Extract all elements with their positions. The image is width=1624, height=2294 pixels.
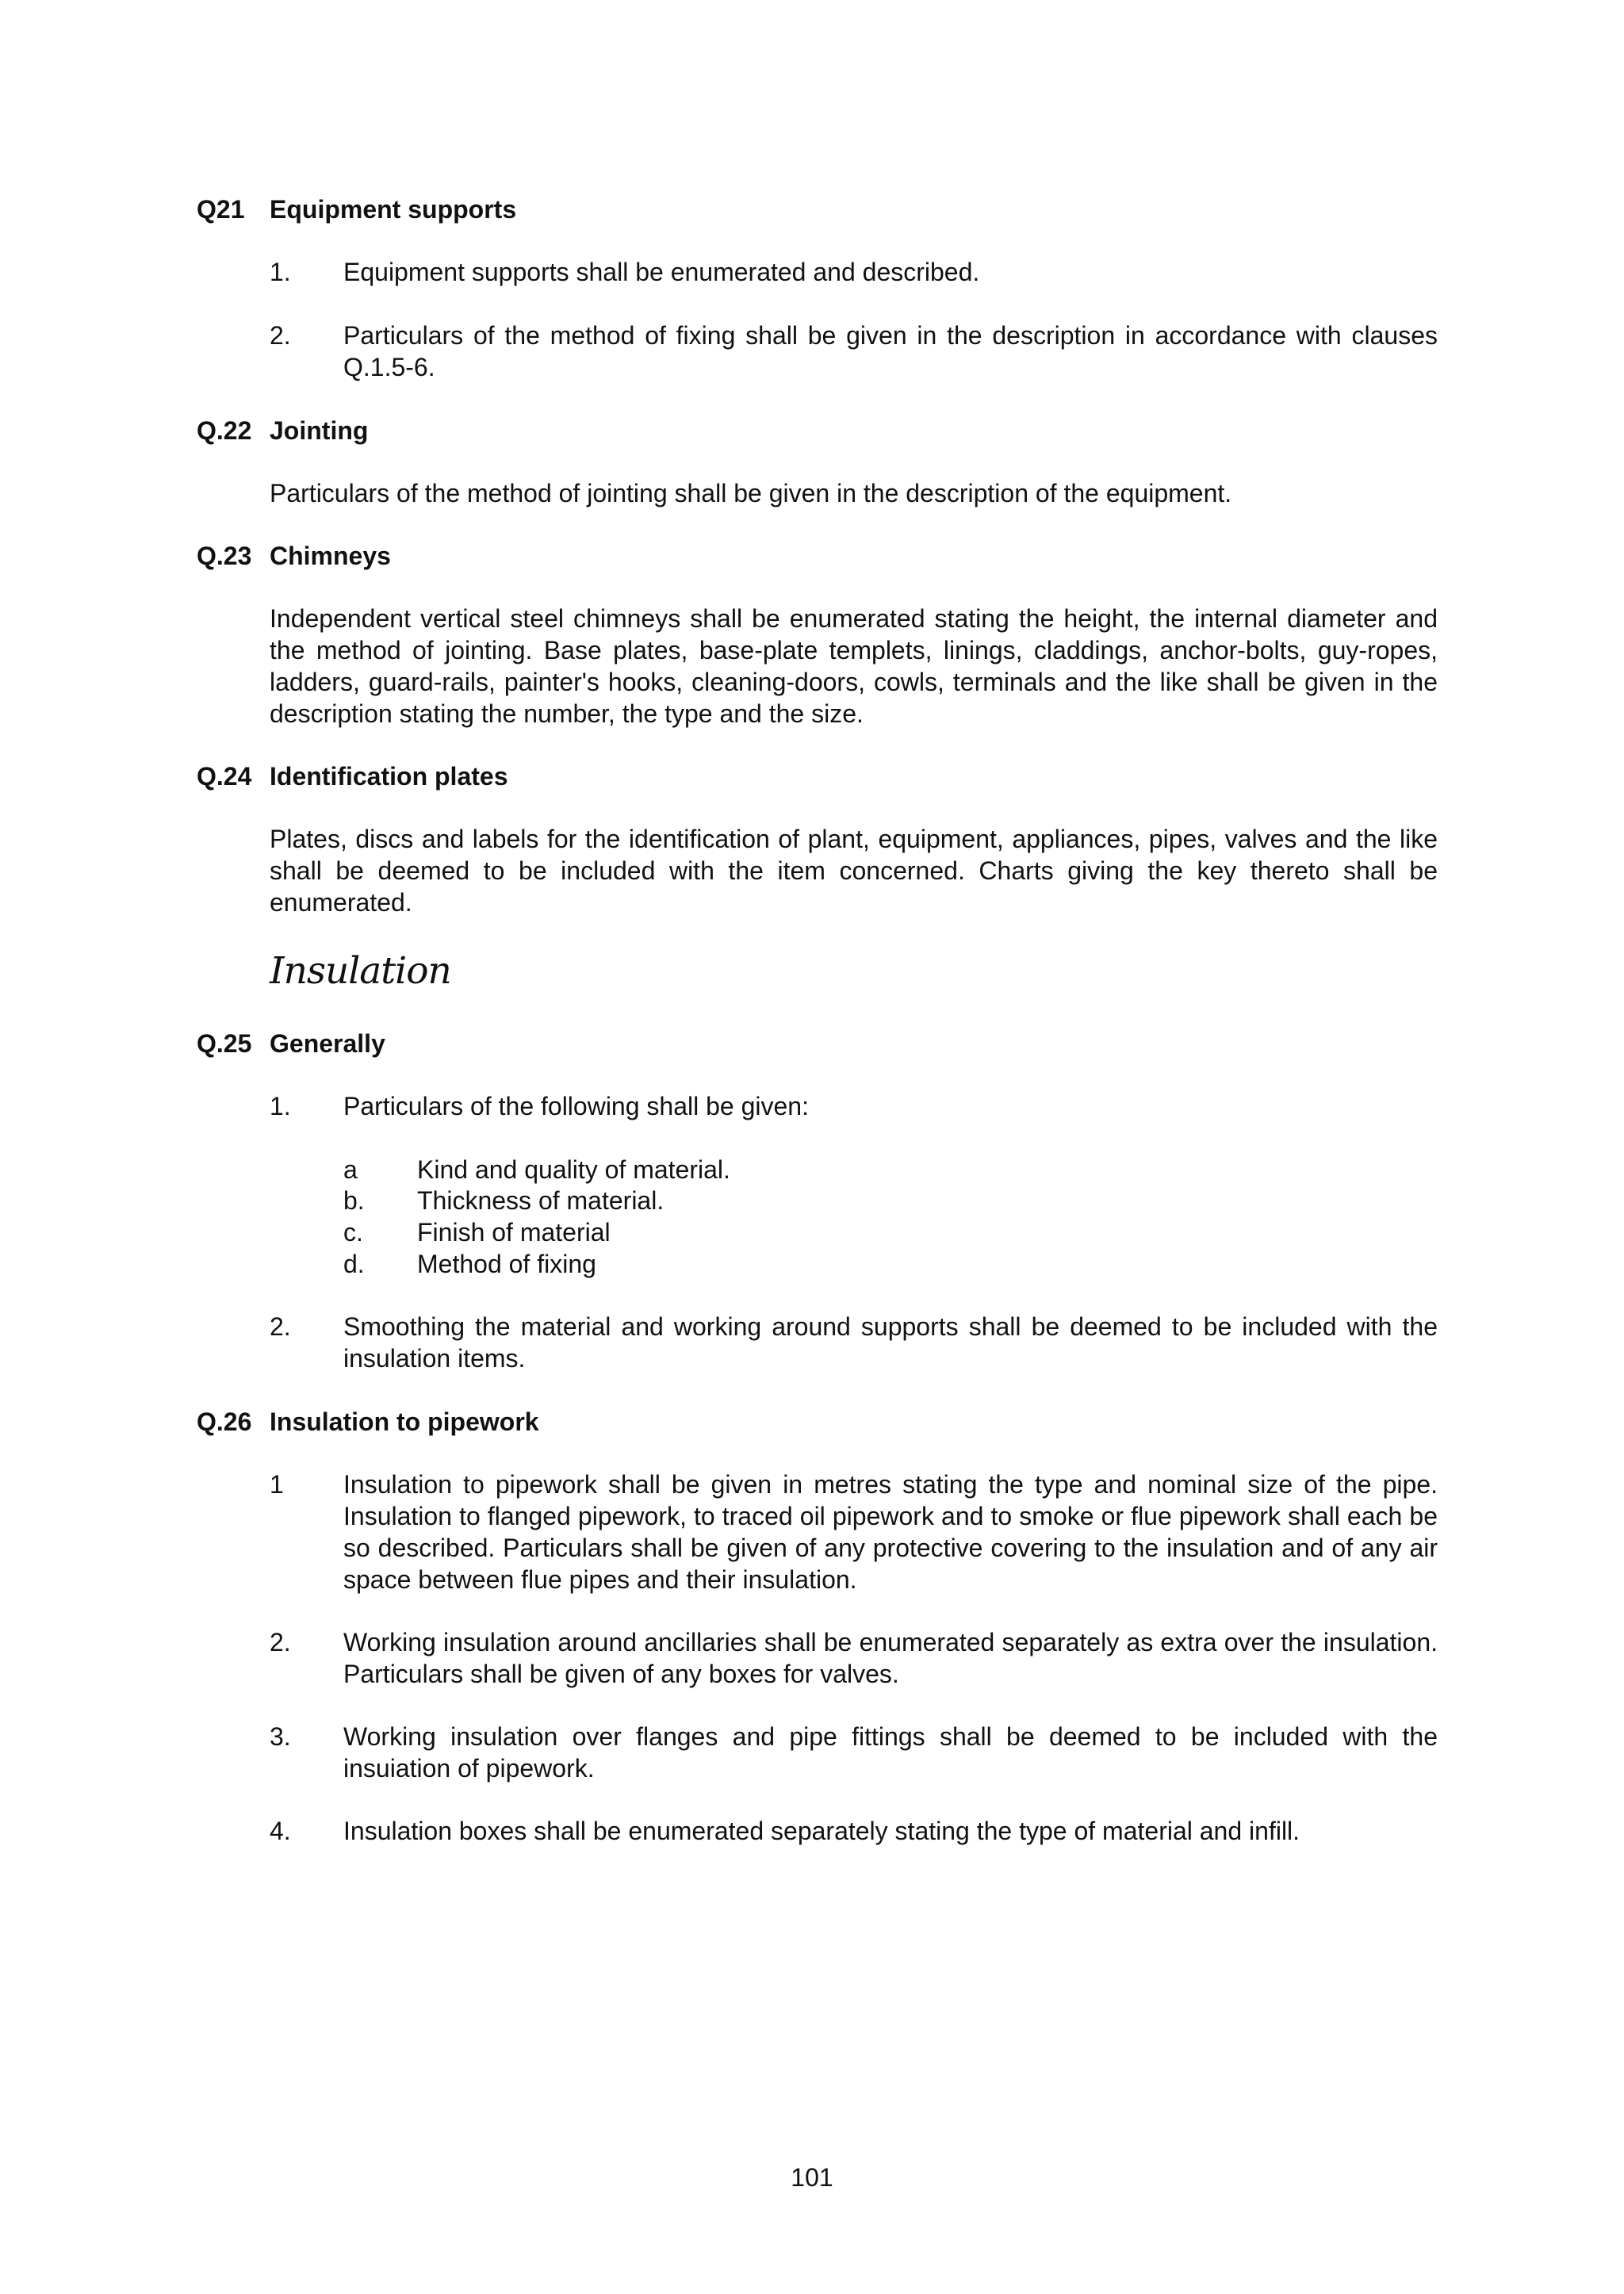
section-title: Generally [270, 1029, 385, 1058]
list-item-text: Equipment supports shall be enumerated and described. [343, 258, 980, 286]
section-paragraph: Independent vertical steel chimneys shall be enumerated stating the height, the internal diameter and the method of jointing. Base plates, base-plate templets, linings, claddings, anchor-bolts, guy-ropes, ladders, guard-rails, painter's hooks, cleaning-doors, cowls, terminals and the like shall be given in the description stating the number, the type and the size. [270, 604, 1438, 728]
list-marker: 2. [270, 1312, 291, 1341]
insulation-heading: Insulation [270, 949, 451, 993]
section-number: Q.25 [197, 1029, 252, 1058]
list-marker: 2. [270, 1628, 291, 1656]
section-title: Jointing [270, 416, 369, 445]
section-number: Q.23 [197, 542, 252, 570]
sub-list-item-text: Finish of material [417, 1218, 611, 1247]
list-item-text: Working insulation around ancillaries shall be enumerated separately as extra over the insulation. Particulars shall be given of any boxes for valves. [343, 1628, 1438, 1688]
list-item-text: Working insulation over flanges and pipe fittings shall be deemed to be included with the insuiation of pipework. [343, 1722, 1438, 1783]
section-title: Equipment supports [270, 195, 517, 224]
sub-list-marker: b. [343, 1186, 365, 1215]
section-title: Insulation to pipework [270, 1407, 539, 1436]
list-item-text: Smoothing the material and working around supports shall be deemed to be included with the insulation items. [343, 1312, 1438, 1373]
list-marker: 1. [270, 258, 291, 286]
section-number: Q.26 [197, 1407, 252, 1436]
sub-list-marker: c. [343, 1218, 363, 1247]
sub-list-item-text: Kind and quality of material. [417, 1155, 730, 1184]
list-marker: 3. [270, 1722, 291, 1751]
section-number: Q21 [197, 195, 245, 224]
list-marker: 1 [270, 1470, 284, 1499]
sub-list-marker: a [343, 1155, 358, 1184]
list-marker: 2. [270, 321, 291, 350]
list-marker: 1. [270, 1092, 291, 1120]
section-number: Q.24 [197, 762, 252, 791]
list-item-text: Particulars of the following shall be given: [343, 1092, 809, 1120]
list-marker: 4. [270, 1817, 291, 1845]
section-title: Chimneys [270, 542, 391, 570]
section-number: Q.22 [197, 416, 252, 445]
list-item-text: Insulation boxes shall be enumerated separately stating the type of material and infill. [343, 1817, 1300, 1845]
section-paragraph: Plates, discs and labels for the identification of plant, equipment, appliances, pipes, valves and the like shall be deemed to be included with the item concerned. Charts giving the key thereto shall be enumerated. [270, 825, 1438, 917]
section-paragraph: Particulars of the method of jointing shall be given in the description of the equipment. [270, 479, 1232, 507]
sub-list-item-text: Method of fixing [417, 1250, 596, 1278]
list-item-text: Particulars of the method of fixing shall be given in the description in accordance with clauses Q.1.5-6. [343, 321, 1438, 381]
list-item-text: Insulation to pipework shall be given in metres stating the type and nominal size of the pipe. Insulation to flanged pipework, to traced oil pipework and to smoke or flue pipework shall each be so described. Particulars shall be given of any protective covering to the insulation and of any air space between flue pipes and their insulation. [343, 1470, 1438, 1594]
page-number: 101 [791, 2163, 833, 2192]
sub-list-marker: d. [343, 1250, 365, 1278]
section-title: Identification plates [270, 762, 508, 791]
sub-list-item-text: Thickness of material. [417, 1186, 665, 1215]
